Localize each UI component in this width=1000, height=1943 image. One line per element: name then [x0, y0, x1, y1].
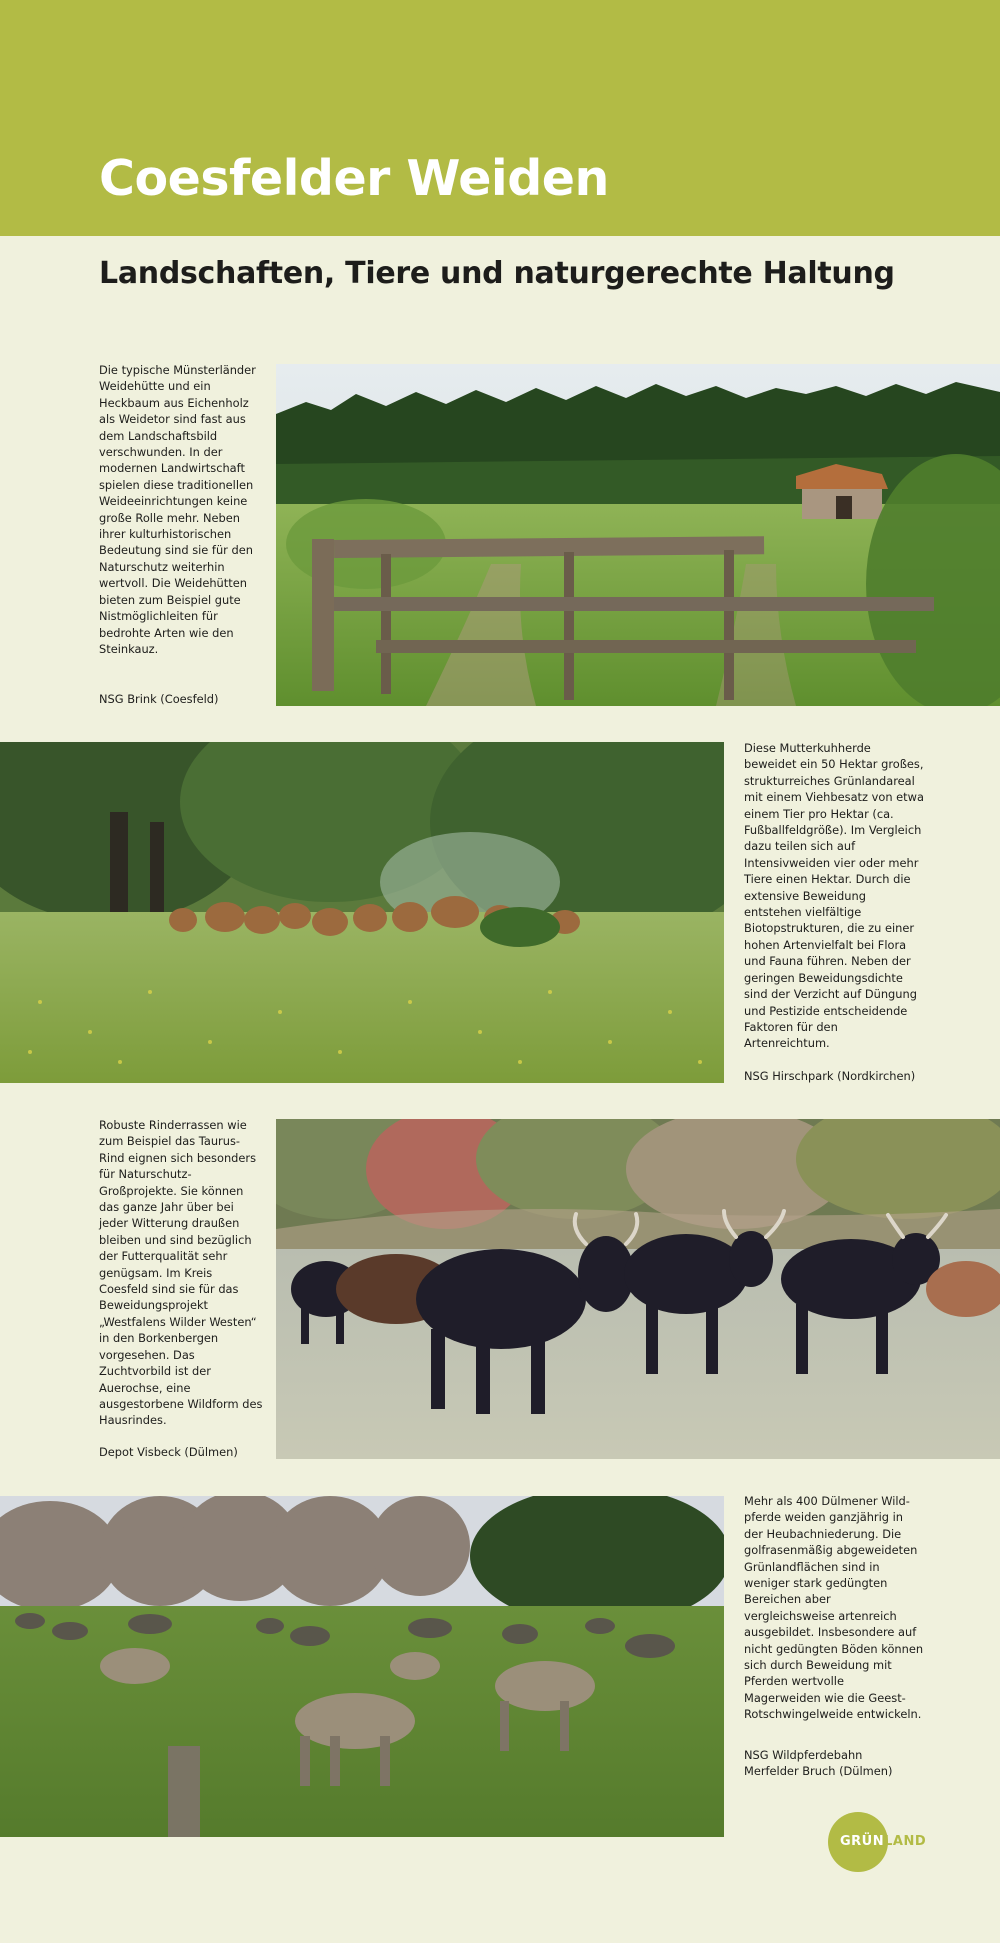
- section-1-text: Die typische Münsterländer Weidehütte und ein Heckbaum aus Eichenholz als Weidetor sind fast aus dem Landschaftsbild verschwunden. In der modernen Landwirtschaft spielen diese traditionellen Weideeinrichtungen keine große Rolle mehr. Neben ihrer kulturhistorischen Bedeutung sind sie für den Naturschutz weiterhin wertvoll. Die Weidehütten bieten zum Beispiel gute Nistmöglichleiten für bedrohte Arten wie den Steinkauz.: [99, 363, 256, 656]
- logo-text-part1: GRÜN: [840, 1834, 885, 1849]
- section-2-caption: NSG Hirschpark (Nordkirchen): [744, 1069, 916, 1083]
- gate-pasture-photo: [276, 364, 1000, 706]
- taurus-cattle-photo: [276, 1119, 1000, 1459]
- page-subtitle: Landschaften, Tiere und naturgerechte Haltung: [99, 256, 895, 291]
- logo-text: [840, 1834, 926, 1849]
- section-3-caption: Depot Visbeck (Dülmen): [99, 1445, 238, 1459]
- section-1-caption: NSG Brink (Coesfeld): [99, 692, 219, 706]
- gruenland-logo: [828, 1812, 968, 1872]
- section-4-text: Mehr als 400 Dülmener Wildpferde weiden ganzjährig in der Heubachniederung. Die golfrasenmäßig abgeweideten Grünlandflächen sind in weniger stark gedüngten Bereichen aber vergleichsweise artenreich ausgebildet. Insbesondere auf nicht gedüngten Böden können sich durch Beweidung mit Pferden wertvolle Magerweiden wie die Geest-Rotschwingelweide entwickeln.: [744, 1494, 924, 1722]
- section-4-caption-line2: Merfelder Bruch (Dülmen): [744, 1764, 893, 1779]
- section-3-text: Robuste Rinderrassen wie zum Beispiel das Taurus-Rind eignen sich besonders für Naturschutz-Großprojekte. Sie können das ganze Jahr über bei jeder Witterung draußen bleiben und sind bezüglich der Futterqualität sehr genügsam. Im Kreis Coesfeld sind sie für das Beweidungsprojekt „Westfalens Wilder Westen“ in den Borkenbergen vorgesehen. Das Zuchtvorbild ist der Auerochse, eine ausgestorbene Wildform des Hausrindes.: [99, 1118, 263, 1428]
- wild-horses-photo: [0, 1496, 724, 1837]
- section-2-text: Diese Mutterkuhherde beweidet ein 50 Hektar großes, strukturreiches Grünlandareal mit einem Viehbesatz von etwa einem Tier pro Hektar (ca. Fußballfeldgröße). Im Vergleich dazu teilen sich auf Intensivweiden vier oder mehr Tiere einen Hektar. Durch die extensive Beweidung entstehen vielfältige Biotopstrukturen, die zu einer hohen Artenvielfalt bei Flora und Fauna führen. Neben der geringen Beweidungsdichte sind der Verzicht auf Düngung und Pestizide entscheidende Faktoren für den Artenreichtum.: [744, 741, 924, 1051]
- cow-herd-photo: [0, 742, 724, 1083]
- logo-text-part2: LAND: [884, 1834, 927, 1849]
- section-4-caption: [744, 1747, 944, 1780]
- section-4-caption-line1: NSG Wildpferdebahn: [744, 1748, 863, 1762]
- page-title: Coesfelder Weiden: [99, 150, 609, 207]
